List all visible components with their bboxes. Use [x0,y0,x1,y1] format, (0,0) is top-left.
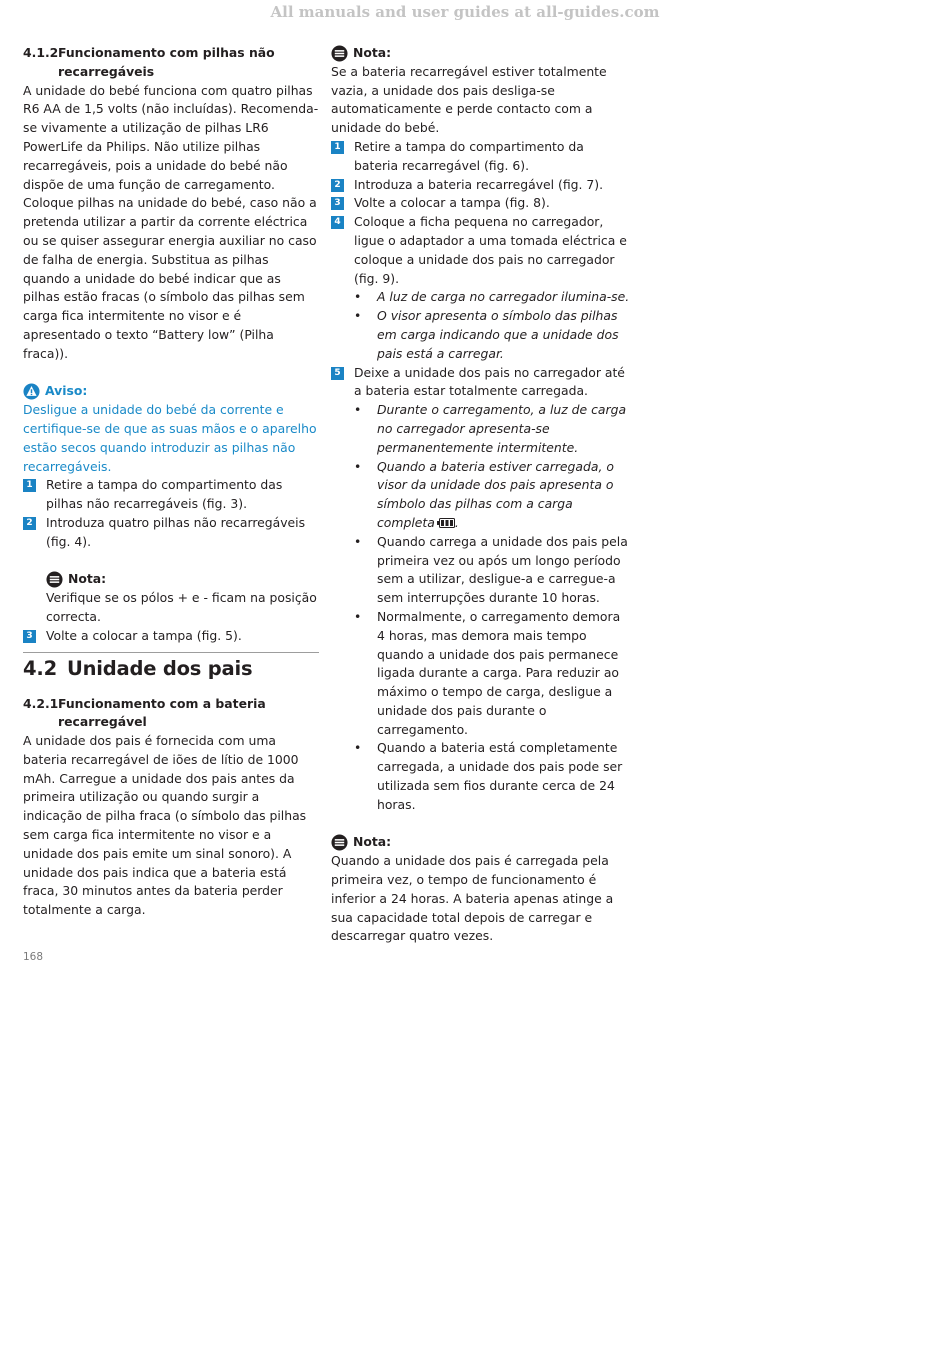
step-item [331,213,631,288]
note-heading [331,44,631,63]
period: . [454,514,459,530]
step-text: Introduza a bateria recarregável (fig. 7). [354,176,604,192]
bullet-text: Quando a bateria estiver carregada, o visor da unidade dos pais apresenta o símbolo das pilhas com a carga completa [377,458,614,530]
step-item [331,194,631,213]
bullet-mark: • [354,740,362,756]
bullet-text: Durante o carregamento, a luz de carga no carregador apresenta-se permanentemente intermitente. [377,402,627,455]
note-text: Verifique se os pólos + e - ficam na posição correcta. [46,590,317,624]
note-text: Quando a unidade dos pais é carregada pela primeira vez, o tempo de funcionamento é inferior a 24 horas. A bateria apenas atinge a sua capacidade total depois de carregar e descarregar quatro vezes. [331,853,614,944]
bullet-item [331,307,631,363]
step-text: Introduza quatro pilhas não recarregáveis (fig. 4). [46,514,306,549]
step-item [331,364,631,402]
bullet-text: O visor apresenta o símbolo das pilhas em carga indicando que a unidade dos pais está a carregar. [377,308,619,361]
step-number: 3 [331,197,344,210]
step-text: Volte a colocar a tampa (fig. 8). [354,195,550,211]
note-block [23,570,319,626]
bullet-mark: • [354,308,362,324]
section-title-line1: Funcionamento com a bateria [58,695,266,711]
bullet-mark: • [354,402,362,418]
bullet-mark: • [354,533,362,549]
bullet-item [331,533,631,608]
step-number: 2 [331,179,344,192]
page-number: 168 [23,951,44,963]
step-number: 5 [331,367,344,380]
step-number: 2 [23,517,36,530]
step-item [331,176,631,195]
section-number: 4.2.1 [23,695,59,711]
step-text: Retire a tampa do compartimento da bateria recarregável (fig. 6). [354,138,584,173]
bullet-text: Quando carrega a unidade dos pais pela primeira vez ou após um longo período sem a utilizar, desligue-a e carregue-a sem interrupções durante 10 horas. [377,533,628,606]
note-icon [46,571,63,588]
bullet-text: Normalmente, o carregamento demora 4 horas, mas demora mais tempo quando a unidade dos pais permanece ligada durante a carga. Para reduzir ao máximo o tempo de carga, desligue a unidade dos pais durante o carregamento. [377,608,621,737]
warning-title: Aviso: [45,383,88,399]
step-number: 1 [331,141,344,154]
section-title: Unidade dos pais [66,656,253,680]
step-number: 1 [23,479,36,492]
warning-text: Desligue a unidade do bebé da corrente e certifique-se de que as suas mãos e o aparelho estão secos quando introduzir as pilhas não recarregáveis. [23,402,317,474]
right-column [331,44,631,946]
note-heading [331,833,631,852]
bullet-item [331,458,631,533]
bullet-text: Quando a bateria está completamente carregada, a unidade dos pais pode ser utilizada sem fios durante cerca de 24 horas. [377,740,623,812]
step-text: Deixe a unidade dos pais no carregador até a bateria estar totalmente carregada. [354,364,625,399]
section-title-line2: recarregáveis [58,63,155,79]
section-heading-4-2-1 [23,695,319,733]
step-item [23,627,319,646]
paragraph: A unidade dos pais é fornecida com uma bateria recarregável de iões de lítio de 1000 mAh. Carregue a unidade dos pais antes da primeira utilização ou quando surgir a indicação de pilha fraca (o símbolo das pilhas sem carga fica intermitente no visor e a unidade dos pais emite um sinal sonoro). A unidade dos pais indica que a bateria está fraca, 30 minutos antes da bateria perder totalmente a carga. [23,733,307,918]
bullet-item [331,739,631,814]
note-title: Nota: [353,834,392,850]
bullet-mark: • [354,608,362,624]
warning-icon [23,383,40,400]
section-number: 4.2 [23,656,57,680]
step-item [331,138,631,176]
watermark: All manuals and user guides at all-guides.com [270,3,660,21]
section-heading-4-1-2 [23,44,319,82]
bullet-item [331,401,631,457]
bullet-mark: • [354,458,362,474]
step-text: Retire a tampa do compartimento das pilhas não recarregáveis (fig. 3). [46,477,283,512]
battery-full-icon [437,518,455,528]
bullet-text: A luz de carga no carregador ilumina-se. [377,289,630,305]
warning-heading [23,382,319,401]
step-text: Volte a colocar a tampa (fig. 5). [46,627,242,643]
note-title: Nota: [353,45,392,60]
step-text: Coloque a ficha pequena no carregador, ligue o adaptador a uma tomada eléctrica e coloque a unidade dos pais no carregador (fig. 9). [354,214,627,286]
bullet-text-with-icon [377,458,631,533]
left-column [23,44,319,920]
step-number: 3 [23,630,36,643]
step-item [23,514,319,552]
note-icon [331,834,348,851]
note-title: Nota: [68,571,107,587]
bullet-item [331,608,631,740]
note-text: Se a bateria recarregável estiver totalmente vazia, a unidade dos pais desliga-se automaticamente e perde contacto com a unidade do bebé. [331,63,607,136]
step-number: 4 [331,216,344,229]
paragraph: A unidade do bebé funciona com quatro pilhas R6 AA de 1,5 volts (não incluídas). Recomenda-se vivamente a utilização de pilhas LR6 PowerLife da Philips. Não utilize pilhas recarregáveis, pois a unidade do bebé não dispõe de uma função de carregamento. Coloque pilhas na unidade do bebé, caso não a pretenda utilizar a partir da corrente eléctrica ou se quiser assegurar energia auxiliar no caso de falha de energia. Substitua as pilhas quando a unidade do bebé indicar que as pilhas estão fracas (o símbolo das pilhas sem carga fica intermitente no visor e é apresentado o texto “Battery low” (Pilha fraca)). [23,82,319,361]
note-heading [46,570,319,589]
section-heading-4-2 [23,652,319,683]
bullet-item [331,288,631,307]
section-title-line1: Funcionamento com pilhas não [58,45,275,60]
section-number: 4.1.2 [23,45,59,60]
step-item [23,476,319,514]
bullet-mark: • [354,289,362,305]
section-title-line2: recarregável [58,714,147,730]
note-icon [331,45,348,62]
